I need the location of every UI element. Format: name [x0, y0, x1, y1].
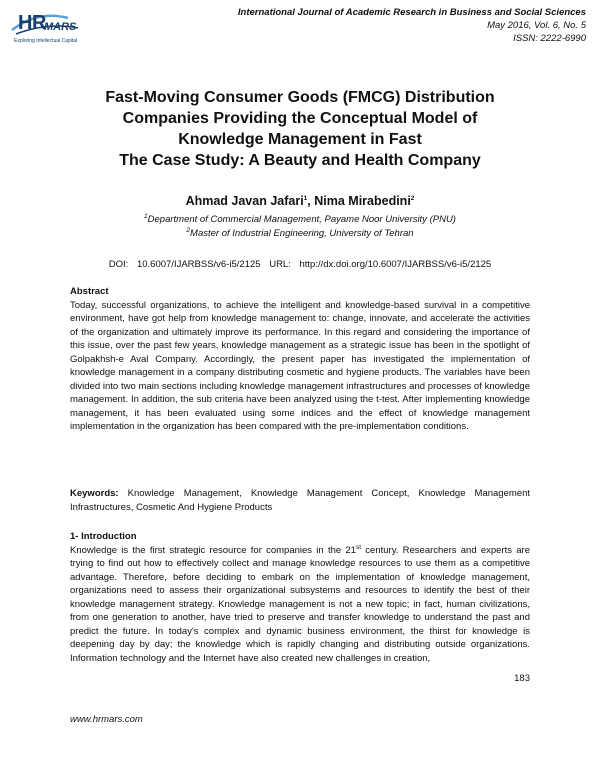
- logo-tagline: Exploring Intellectual Capital: [14, 38, 78, 44]
- author-separator: ,: [307, 194, 315, 208]
- affiliation-text: Master of Industrial Engineering, University of Tehran: [190, 228, 414, 239]
- authors: [0, 194, 600, 208]
- affiliation-sup: 2: [186, 226, 191, 234]
- affiliation-sup: 1: [144, 212, 148, 220]
- intro-text: century. Researchers and experts are trying to find out how to effectively collect and manage knowledge resources to use them as a competitive advantage. Therefore, before deciding to embark on the implementation of knowledge management, organizations need to assess their organizational subsystems and resources to identify the best of their knowledge management strategy. Knowledge management is not a new topic; in fact, human civilizations, from one generation to another, have tried to preserve and transfer knowledge to understand the past and predict the future. In today's complex and dynamic business environment, the thirst for knowledge is deepening day by day; the knowledge which is rapidly changing and distributing outside organizations. Information technology and the Internet have also created new challenges in creation,: [70, 544, 530, 664]
- keywords-section: [70, 487, 530, 514]
- logo-hr: HR: [18, 12, 46, 34]
- doi-line: [0, 259, 600, 270]
- hrmars-logo: [8, 8, 100, 48]
- journal-header: [238, 6, 586, 45]
- author-name: Nima Mirabedini: [314, 194, 411, 208]
- title-line: Fast-Moving Consumer Goods (FMCG) Distribution: [105, 89, 495, 106]
- doi-value[interactable]: 10.6007/IJARBSS/v6-i5/2125: [136, 259, 261, 270]
- author-sup: 1: [303, 194, 308, 202]
- author-name: Ahmad Javan Jafari: [185, 194, 304, 208]
- affiliation-text: Department of Commercial Management, Payame Noor University (PNU): [147, 214, 456, 225]
- doi-label: DOI:: [108, 259, 129, 270]
- journal-issn: ISSN: 2222-6990: [513, 33, 586, 44]
- url-link[interactable]: http://dx.doi.org/10.6007/IJARBSS/v6-i5/2125: [299, 259, 492, 270]
- abstract-section: [70, 285, 530, 434]
- url-label: URL:: [269, 259, 291, 270]
- keywords-text: Knowledge Management, Knowledge Management Concept, Knowledge Management Infrastructures, Cosmetic And Hygiene Products: [70, 488, 530, 513]
- logo-mars: MARS: [44, 21, 77, 33]
- paper-title: [40, 87, 560, 171]
- title-line: Knowledge Management in Fast: [178, 131, 422, 148]
- journal-name: International Journal of Academic Research in Business and Social Sciences: [237, 7, 586, 18]
- author-sup: 2: [410, 194, 415, 202]
- introduction-section: [70, 530, 530, 665]
- title-line: Companies Providing the Conceptual Model of: [122, 110, 478, 127]
- intro-heading: 1- Introduction: [70, 531, 137, 542]
- abstract-text: Today, successful organizations, to achieve the intelligent and knowledge-based survival in a competitive environment, have got help from knowledge management to: change, innovate, and accelerate the activities of the organization and ultimately improve its performance. In this regard and considering the importance of this issue, over the past few years, knowledge management as a strategic issue has been in the spotlight of Golpakhsh-e Aval Company. Accordingly, the present paper has investigated the implementation of knowledge management in a company distributing cosmetic and hygiene products. The variables have been divided into two main sections including knowledge management infrastructures and processes of knowledge management. In addition, the sub criteria have been analyzed using the t-test. After implementing knowledge management, it has been evaluated using some indices and the effect of knowledge management implementation in the organization has been compared with the pre-implementation conditions.: [70, 299, 530, 432]
- affiliation: [0, 228, 600, 239]
- journal-issue: May 2016, Vol. 6, No. 5: [487, 20, 586, 31]
- abstract-heading: Abstract: [70, 286, 109, 297]
- intro-sup: st: [355, 543, 362, 551]
- keywords-label: Keywords:: [70, 488, 119, 499]
- page-number: 183: [514, 673, 530, 684]
- footer-url[interactable]: www.hrmars.com: [70, 714, 143, 725]
- affiliation: [0, 214, 600, 225]
- intro-text: Knowledge is the first strategic resource for companies in the 21: [70, 544, 356, 556]
- title-line: The Case Study: A Beauty and Health Company: [119, 152, 481, 169]
